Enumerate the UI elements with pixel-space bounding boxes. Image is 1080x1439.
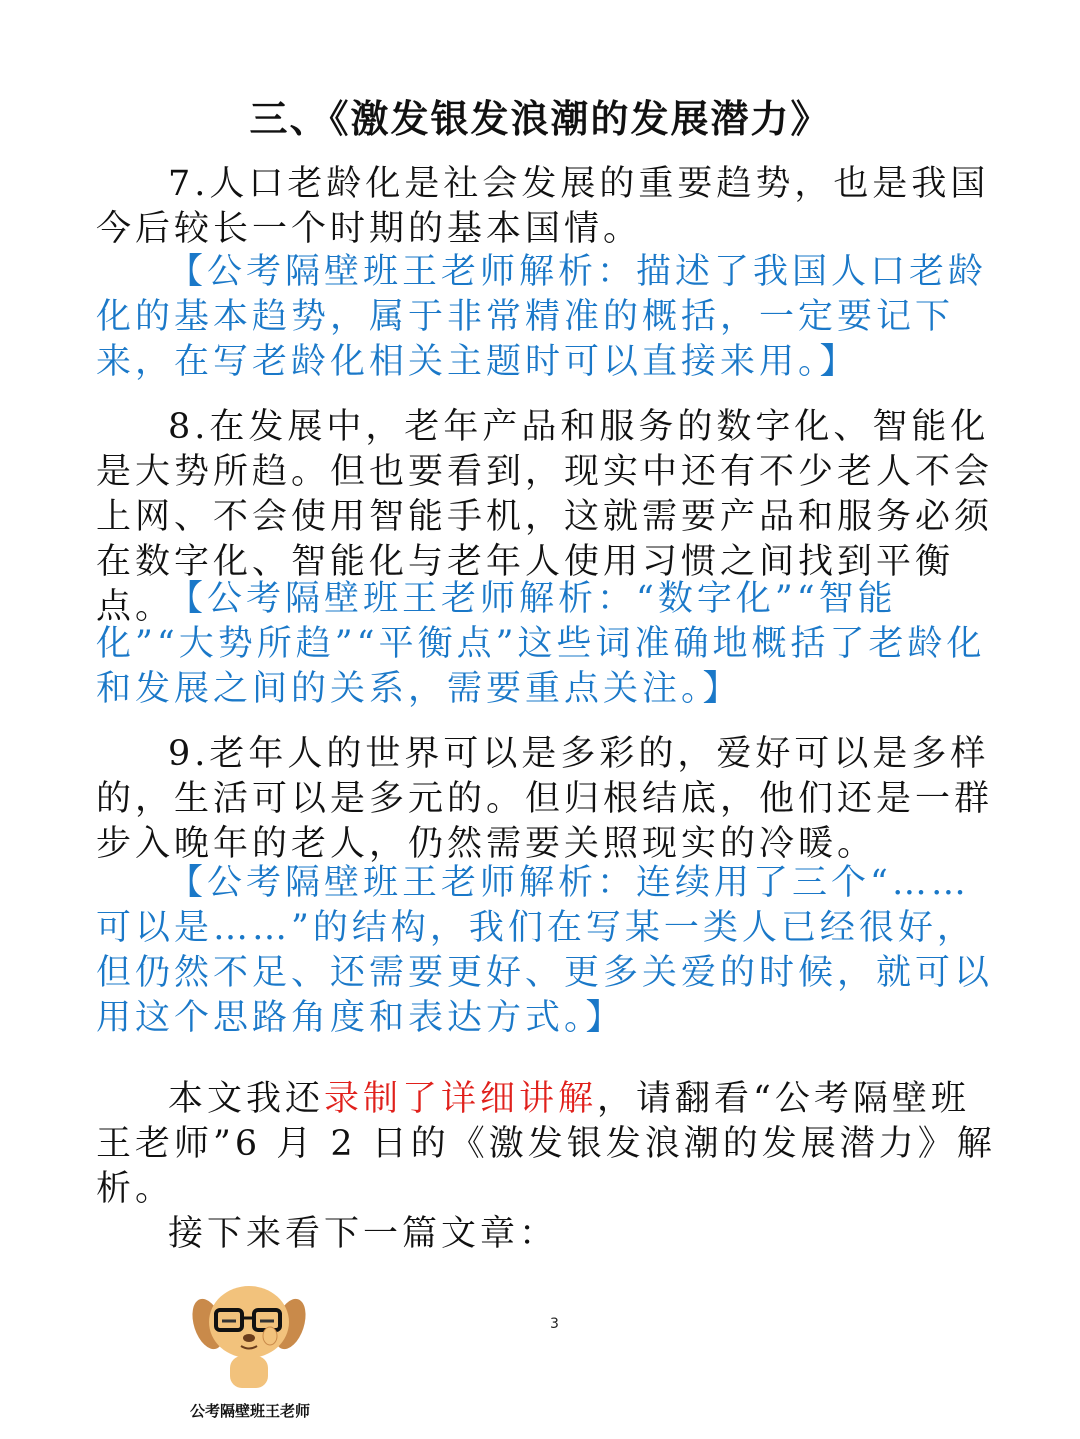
item-9-note	[96, 861, 996, 1041]
logo-caption: 公考隔壁班王老师	[189, 1402, 310, 1420]
item-8-text: 8.在发展中，老年产品和服务的数字化、智能化是大势所趋。但也要看到，现实中还有不少老人不会上网、不会使用智能手机，这就需要产品和服务必须在数字化、智能化与老年人使用习惯之间找到平衡点。	[96, 407, 994, 627]
item-8-note-text: 【公考隔壁班王老师解析：“数字化”“智能化”“大势所趋”“平衡点”这些词准确地概括了老龄化和发展之间的关系，需要重点关注。】	[96, 579, 986, 709]
item-7-note-text: 【公考隔壁班王老师解析：描述了我国人口老龄化的基本趋势，属于非常精准的概括，一定要记下来，在写老龄化相关主题时可以直接来用。】	[96, 252, 988, 382]
item-9-note-text: 【公考隔壁班王老师解析：连续用了三个“……可以是……”的结构，我们在写某一类人已经很好，但仍然不足、还需要更好、更多关爱的时候，就可以用这个思路角度和表达方式。】	[96, 863, 994, 1038]
closing-highlight: 录制了详细讲解	[324, 1079, 598, 1119]
closing-paragraph	[96, 1077, 996, 1257]
closing-text	[96, 1077, 996, 1212]
next-article-text: 接下来看下一篇文章：	[168, 1214, 559, 1254]
item-9	[96, 732, 996, 867]
closing-part2: ，请翻看“公考隔壁班王老师”6 月 2 日的《激发银发浪潮的发展潜力》解析。	[96, 1079, 996, 1209]
page-number: 3	[550, 1316, 559, 1332]
item-9-text: 9.老年人的世界可以是多彩的，爱好可以是多样的，生活可以是多元的。但归根结底，他们还是一群步入晚年的老人，仍然需要关照现实的冷暖。	[96, 734, 994, 864]
closing-part1: 本文我还	[168, 1079, 325, 1119]
dog-mascot-logo	[186, 1272, 312, 1392]
item-7	[96, 162, 996, 252]
item-8-note	[96, 577, 996, 712]
item-7-text: 7.人口老龄化是社会发展的重要趋势，也是我国今后较长一个时期的基本国情。	[96, 164, 990, 249]
section-title: 三、《激发银发浪潮的发展潜力》	[249, 96, 831, 141]
item-7-note	[96, 250, 996, 385]
dog-mascot-icon	[186, 1272, 312, 1392]
